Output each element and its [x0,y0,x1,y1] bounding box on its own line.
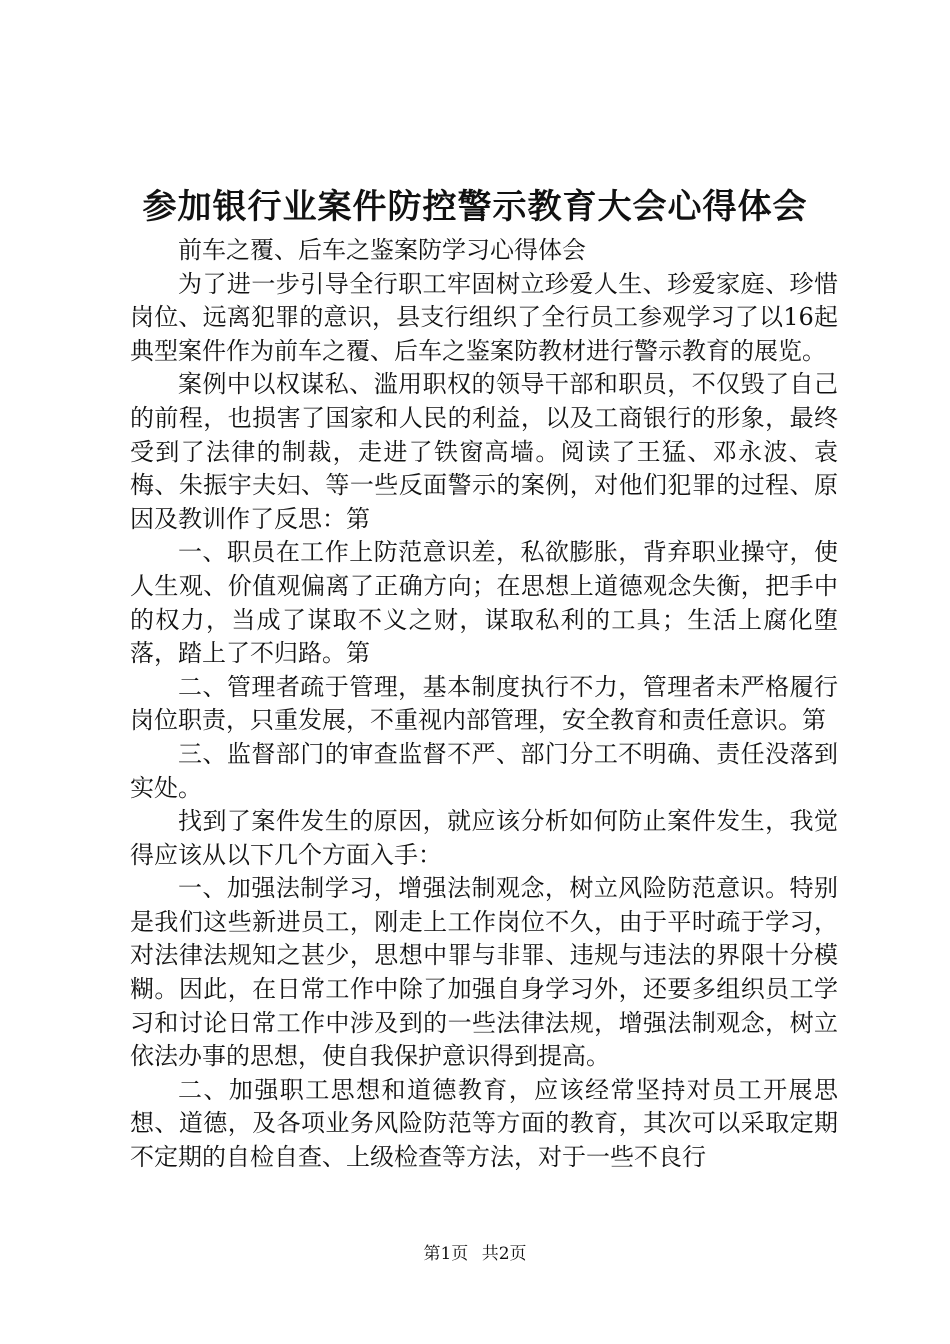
page-number: 第1页 [423,1244,469,1264]
page-footer [0,1242,950,1266]
document-title: 参加银行业案件防控警示教育大会心得体会 [142,187,808,227]
document-body [130,234,838,1175]
paragraph: 前车之覆、后车之鉴案防学习心得体会 [178,236,586,264]
paragraph: 为了进一步引导全行职工牢固树立珍爱人生、珍爱家庭、珍惜岗位、远离犯罪的意识，县支行组织了全行员工参观学习了以16起典型案件作为前车之覆、后车之鉴案防教材进行警示教育的展览。 [130,269,838,365]
paragraph: 二、管理者疏于管理，基本制度执行不力，管理者未严格履行岗位职责，只重发展，不重视内部管理，安全教育和责任意识。第 [130,672,838,735]
paragraph: 三、监督部门的审查监督不严、部门分工不明确、责任没落到实处。 [130,739,838,802]
page-count: 共2页 [481,1244,527,1264]
paragraph: 案例中以权谋私、滥用职权的领导干部和职员，不仅毁了自己的前程，也损害了国家和人民的利益，以及工商银行的形象，最终受到了法律的制裁，走进了铁窗高墙。阅读了王猛、邓永波、袁梅、朱振宇夫妇、等一些反面警示的案例，对他们犯罪的过程、原因及教训作了反思：第 [130,370,838,533]
paragraph: 找到了案件发生的原因，就应该分析如何防止案件发生，我觉得应该从以下几个方面入手： [130,807,838,869]
paragraph: 一、职员在工作上防范意识差，私欲膨胀，背弃职业操守，使人生观、价值观偏离了正确方向；在思想上道德观念失衡，把手中的权力，当成了谋取不义之财，谋取私利的工具；生活上腐化堕落，踏上了不归路。第 [130,538,838,668]
paragraph: 一、加强法制学习，增强法制观念，树立风险防范意识。特别是我们这些新进员工，刚走上工作岗位不久，由于平时疏于学习，对法律法规知之甚少，思想中罪与非罪、违规与违法的界限十分模糊。因此，在日常工作中除了加强自身学习外，还要多组织员工学习和讨论日常工作中涉及到的一些法律法规，增强法制观念，树立依法办事的思想，使自我保护意识得到提高。 [130,874,838,1071]
paragraph: 二、加强职工思想和道德教育，应该经常坚持对员工开展思想、道德，及各项业务风险防范等方面的教育，其次可以采取定期不定期的自检自查、上级检查等方法，对于一些不良行 [130,1075,838,1172]
